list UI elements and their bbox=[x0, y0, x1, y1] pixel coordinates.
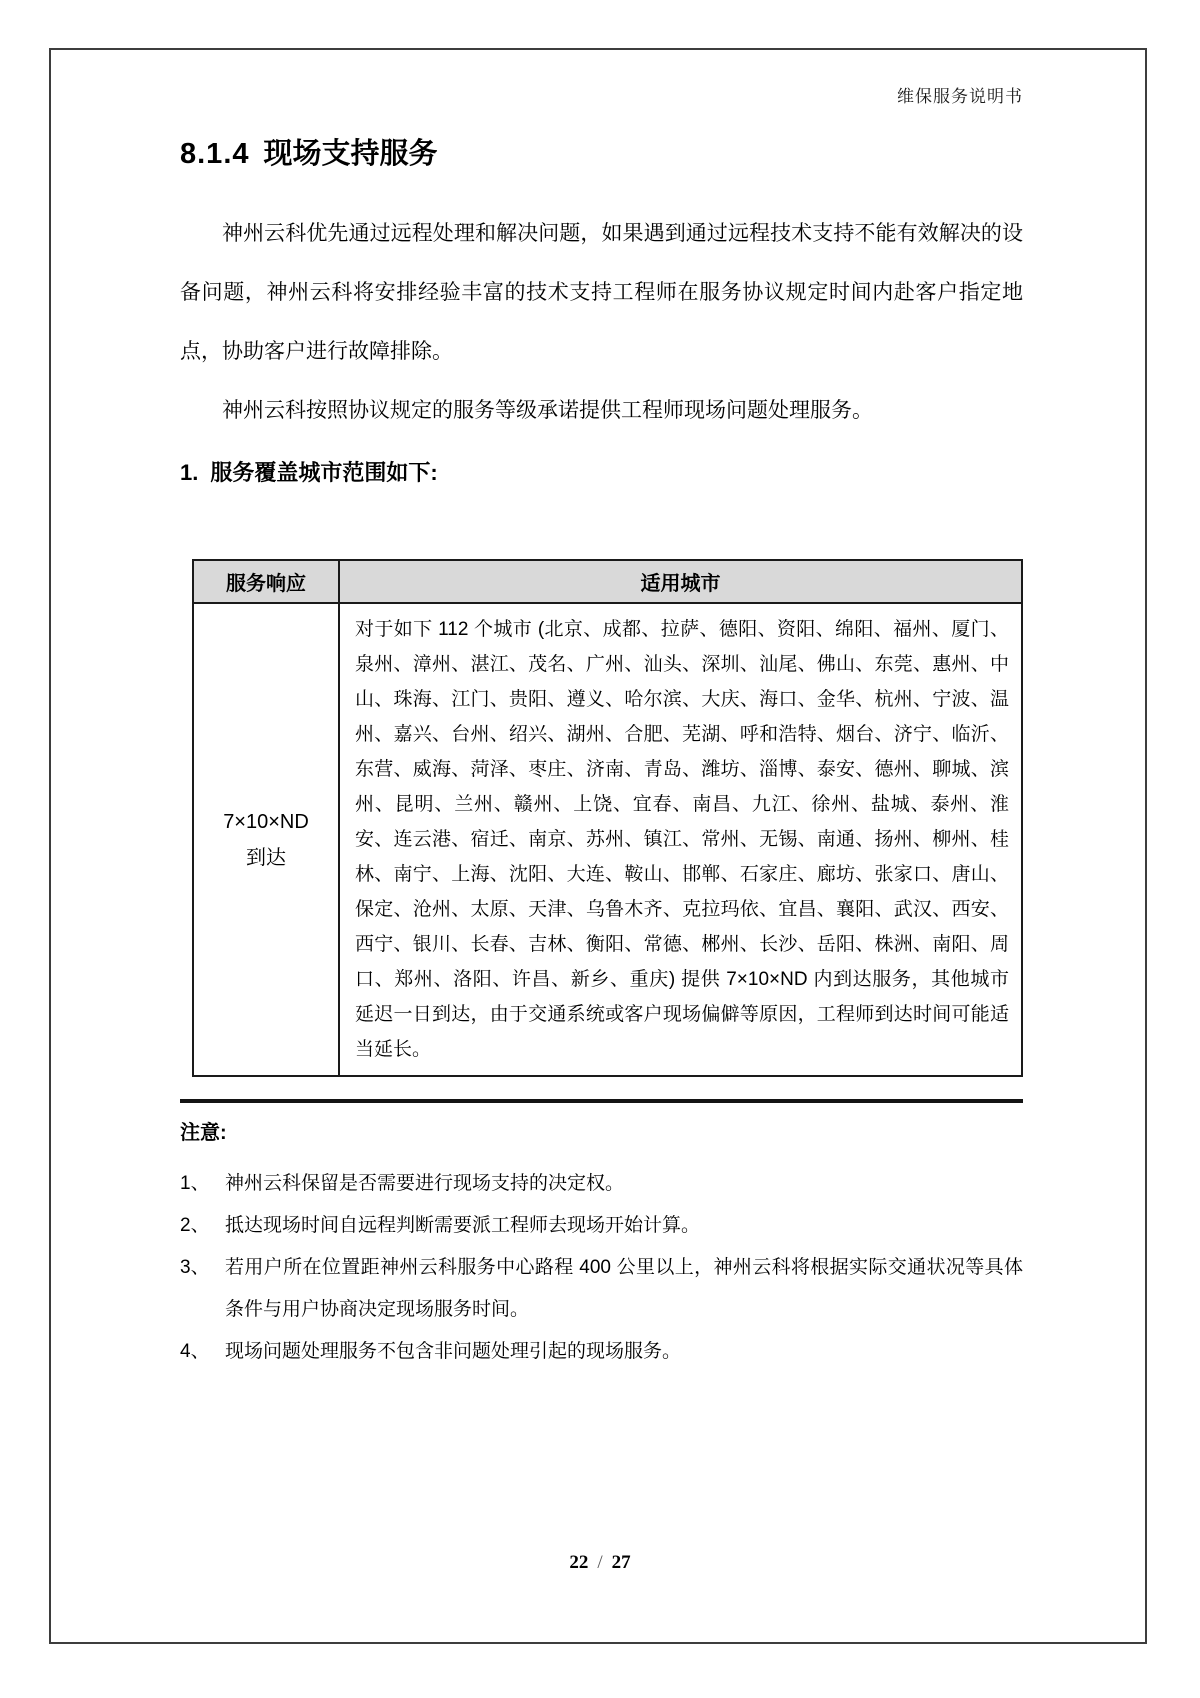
paragraph-remote-support: 神州云科优先通过远程处理和解决问题，如果遇到通过远程技术支持不能有效解决的设备问题，神州云科将安排经验丰富的技术支持工程师在服务协议规定时间内赴客户指定地点，协助客户进行故障排除。 bbox=[180, 222, 1023, 363]
page-footer bbox=[0, 1552, 1200, 1574]
note-item bbox=[180, 1247, 1023, 1331]
note-number: 3、 bbox=[180, 1257, 210, 1278]
note-item bbox=[180, 1163, 1023, 1205]
page-separator: / bbox=[597, 1552, 603, 1573]
table-header-cities: 适用城市 bbox=[339, 560, 1022, 603]
document-content bbox=[180, 136, 1023, 1373]
response-level-cell bbox=[193, 603, 339, 1076]
section-divider-rule bbox=[180, 1099, 1023, 1103]
notes-list bbox=[180, 1163, 1023, 1373]
page-total: 27 bbox=[611, 1552, 631, 1573]
note-text: 若用户所在位置距神州云科服务中心路程 400 公里以上，神州云科将根据实际交通状况等具体条件与用户协商决定现场服务时间。 bbox=[225, 1257, 1023, 1320]
section-title: 现场支持服务 bbox=[263, 138, 438, 170]
service-coverage-table bbox=[192, 559, 1023, 1077]
cities-cell: 对于如下 112 个城市 (北京、成都、拉萨、德阳、资阳、绵阳、福州、厦门、泉州、漳州、湛江、茂名、广州、汕头、深圳、汕尾、佛山、东莞、惠州、中山、珠海、江门、贵阳、遵义、哈尔滨、大庆、海口、金华、杭州、宁波、温州、嘉兴、台州、绍兴、湖州、合肥、芜湖、呼和浩特、烟台、济宁、临沂、东营、威海、菏泽、枣庄、济南、青岛、潍坊、淄博、泰安、德州、聊城、滨州、昆明、兰州、赣州、上饶、宜春、南昌、九江、徐州、盐城、泰州、淮安、连云港、宿迁、南京、苏州、镇江、常州、无锡、南通、扬州、柳州、桂林、南宁、上海、沈阳、大连、鞍山、邯郸、石家庄、廊坊、张家口、唐山、保定、沧州、太原、天津、乌鲁木齐、克拉玛依、宜昌、襄阳、武汉、西安、西宁、银川、长春、吉林、衡阳、常德、郴州、长沙、岳阳、株洲、南阳、周口、郑州、洛阳、许昌、新乡、重庆) 提供 7×10×ND 内到达服务，其他城市延迟一日到达，由于交通系统或客户现场偏僻等原因，工程师到达时间可能适当延长。 bbox=[339, 603, 1022, 1076]
table-header-response: 服务响应 bbox=[193, 560, 339, 603]
table-row bbox=[193, 603, 1022, 1076]
paragraph-service-level: 神州云科按照协议规定的服务等级承诺提供工程师现场问题处理服务。 bbox=[222, 399, 873, 422]
note-number: 4、 bbox=[180, 1341, 210, 1362]
notes-heading: 注意: bbox=[180, 1122, 227, 1144]
page-number: 22 bbox=[569, 1552, 589, 1573]
table-header-row bbox=[193, 560, 1022, 603]
section-number: 8.1.4 bbox=[180, 138, 250, 170]
note-number: 1、 bbox=[180, 1173, 210, 1194]
response-level-line2: 到达 bbox=[246, 846, 286, 869]
note-text: 神州云科保留是否需要进行现场支持的决定权。 bbox=[225, 1173, 625, 1194]
response-level-line1: 7×10×ND bbox=[223, 810, 309, 833]
list-heading-number: 1. bbox=[180, 460, 199, 485]
document-header: 维保服务说明书 bbox=[897, 87, 1023, 106]
note-item bbox=[180, 1205, 1023, 1247]
list-heading-text: 服务覆盖城市范围如下: bbox=[210, 460, 438, 485]
list-heading-city-coverage bbox=[180, 458, 1023, 488]
section-heading bbox=[180, 136, 1023, 172]
note-text: 现场问题处理服务不包含非问题处理引起的现场服务。 bbox=[225, 1341, 682, 1362]
note-number: 2、 bbox=[180, 1215, 210, 1236]
note-item bbox=[180, 1331, 1023, 1373]
note-text: 抵达现场时间自远程判断需要派工程师去现场开始计算。 bbox=[225, 1215, 701, 1236]
